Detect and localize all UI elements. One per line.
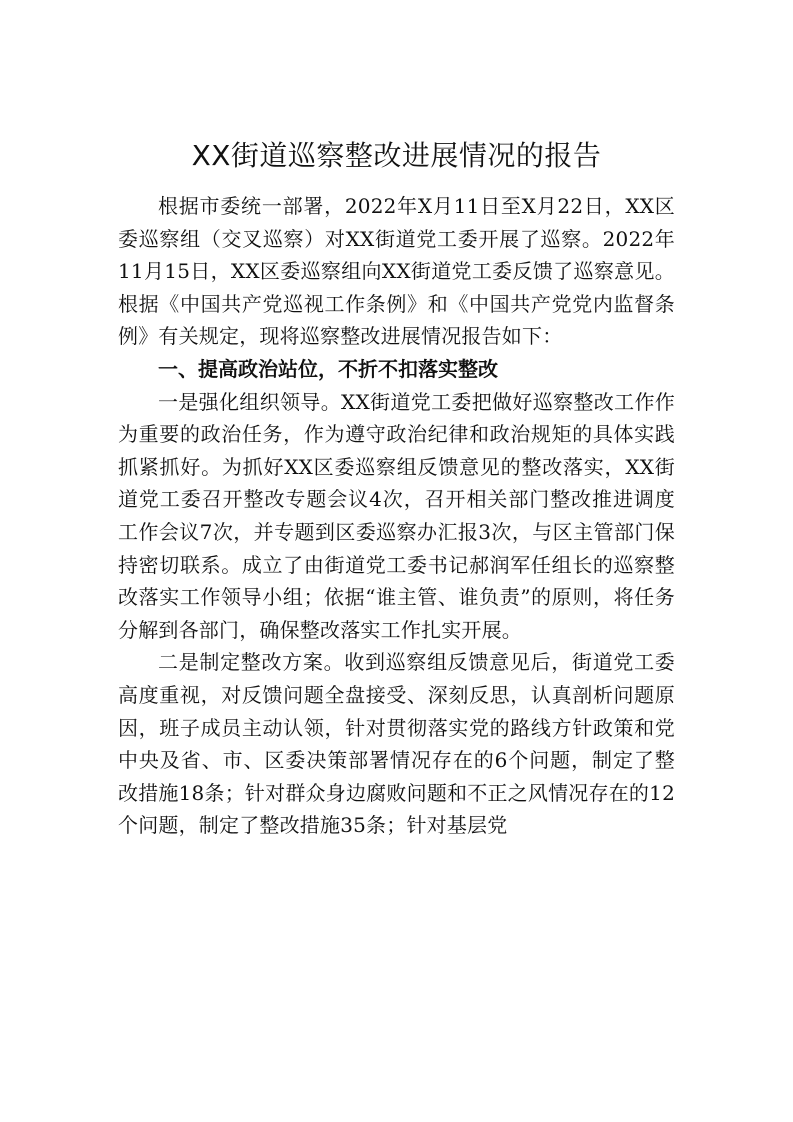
document-title: XX街道巡察整改进展情况的报告 bbox=[191, 139, 602, 172]
section-heading: 一、提高政治站位，不折不扣落实整改 bbox=[158, 356, 498, 381]
body-paragraph: 一是强化组织领导。XX街道党工委把做好巡察整改工作作为重要的政治任务，作为遵守政治纪律和政治规矩的具体实践抓紧抓好。为抓好XX区委巡察组反馈意见的整改落实，XX街道党工委召开整改专题会议4次，召开相关部门整改推进调度工作会议7次，并专题到区委巡察办汇报3次，与区主管部门保持密切联系。成立了由街道党工委书记郝润军任组长的巡察整改落实工作领导小组；依据“谁主管、谁负责”的原则，将任务分解到各部门，确保整改落实工作扎实开展。 bbox=[118, 389, 675, 642]
body-paragraph: 二是制定整改方案。收到巡察组反馈意见后，街道党工委高度重视，对反馈问题全盘接受、深刻反思，认真剖析问题原因，班子成员主动认领，针对贯彻落实党的路线方针政策和党中央及省、市、区委决策部署情况存在的6个问题，制定了整改措施18条；针对群众身边腐败问题和不正之风情况存在的12个问题，制定了整改措施35条；针对基层党 bbox=[118, 650, 675, 838]
intro-paragraph: 根据市委统一部署，2022年X月11日至X月22日，XX区委巡察组（交叉巡察）对XX街道党工委开展了巡察。2022年11月15日，XX区委巡察组向XX街道党工委反馈了巡察意见。根据《中国共产党巡视工作条例》和《中国共产党党内监督条例》有关规定，现将巡察整改进展情况报告如下： bbox=[118, 194, 675, 349]
document-page bbox=[118, 132, 675, 842]
